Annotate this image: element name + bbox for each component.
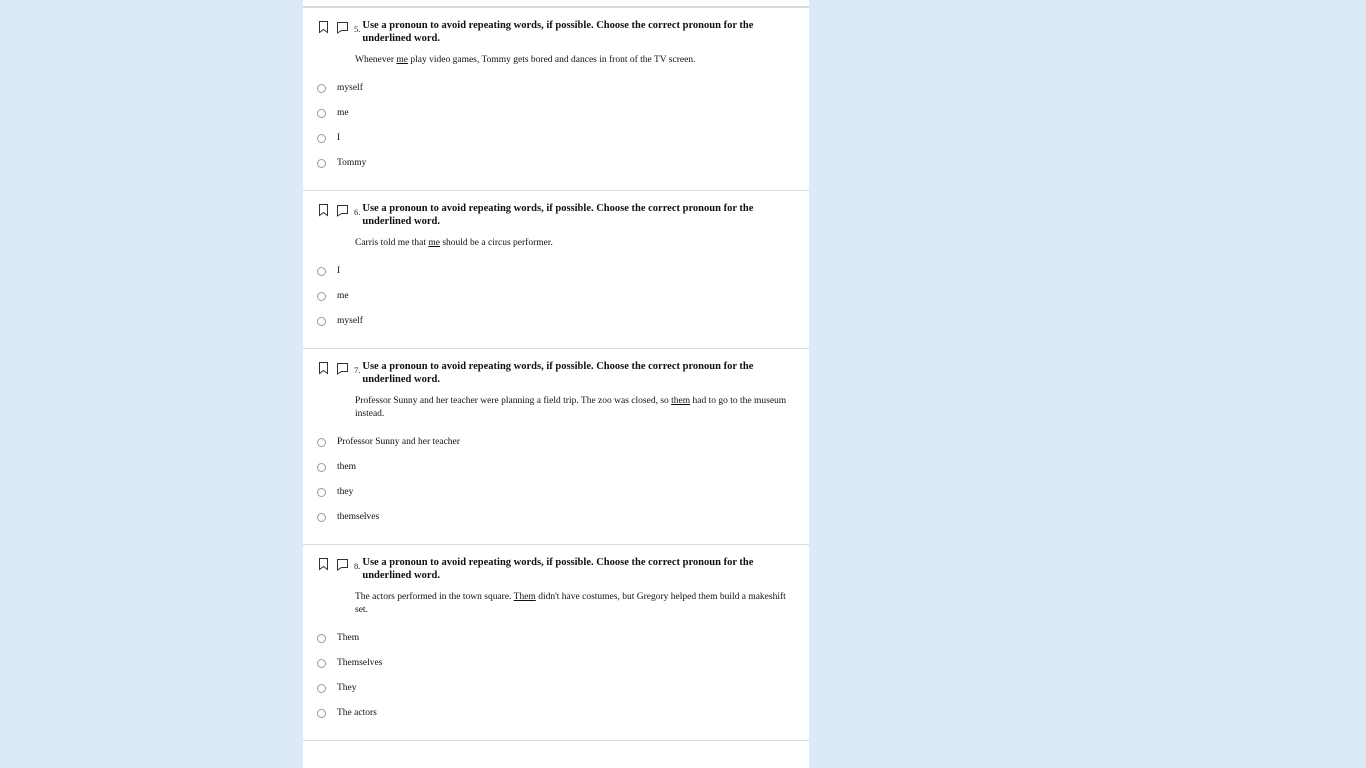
- answer-options: [303, 259, 809, 334]
- question-number: 7.: [354, 365, 361, 376]
- option-label: they: [337, 486, 354, 497]
- option-label: myself: [337, 82, 363, 93]
- question-block: [303, 190, 809, 348]
- option-label: The actors: [337, 707, 377, 718]
- radio-button-icon[interactable]: [317, 488, 326, 497]
- bookmark-icon[interactable]: [317, 557, 330, 571]
- option-label: themselves: [337, 511, 380, 522]
- sentence-underlined-word: me: [428, 238, 440, 249]
- radio-button-icon[interactable]: [317, 709, 326, 718]
- option-label: I: [337, 132, 341, 143]
- answer-option[interactable]: [303, 151, 809, 176]
- radio-button-icon[interactable]: [317, 134, 326, 143]
- question-header: [303, 545, 809, 582]
- bookmark-icon[interactable]: [317, 361, 330, 375]
- radio-button-icon[interactable]: [317, 267, 326, 276]
- question-header: [303, 8, 809, 45]
- option-label: I: [337, 265, 341, 276]
- answer-option[interactable]: [303, 309, 809, 334]
- sentence-underlined-word: them: [671, 396, 691, 407]
- note-icon[interactable]: [336, 361, 349, 375]
- bookmark-icon[interactable]: [317, 20, 330, 34]
- question-header: [303, 349, 809, 386]
- option-label: them: [337, 461, 356, 472]
- question-sentence: [355, 591, 801, 617]
- sentence-underlined-word: me: [396, 55, 409, 66]
- question-block: [303, 7, 809, 190]
- radio-button-icon[interactable]: [317, 513, 326, 522]
- question-sentence: [355, 395, 801, 421]
- sentence-before: Professor Sunny and her teacher were planning a field trip. The zoo was closed, so: [355, 396, 672, 407]
- radio-button-icon[interactable]: [317, 463, 326, 472]
- answer-option[interactable]: [303, 455, 809, 480]
- option-label: me: [337, 107, 349, 118]
- question-block: [303, 544, 809, 740]
- radio-button-icon[interactable]: [317, 684, 326, 693]
- sentence-underlined-word: Them: [513, 592, 536, 603]
- radio-button-icon[interactable]: [317, 634, 326, 643]
- question-sentence: [355, 54, 801, 67]
- sentence-after: should be a circus performer.: [439, 238, 553, 249]
- option-label: Tommy: [337, 157, 367, 168]
- question-number: 5.: [354, 24, 361, 34]
- question-number: 8.: [354, 561, 361, 571]
- sentence-after: didn't have costumes, but Gregory helped them build a makeshift set.: [355, 592, 786, 616]
- next-question-divider: [303, 740, 809, 761]
- option-label: Them: [337, 632, 360, 643]
- radio-button-icon[interactable]: [317, 317, 326, 326]
- answer-options: [303, 76, 809, 176]
- radio-button-icon[interactable]: [317, 659, 326, 668]
- radio-button-icon[interactable]: [317, 438, 326, 447]
- answer-option[interactable]: [303, 480, 809, 505]
- option-label: Themselves: [337, 657, 383, 668]
- radio-button-icon[interactable]: [317, 109, 326, 118]
- note-icon[interactable]: [336, 20, 349, 34]
- question-header: [303, 191, 809, 228]
- question-block: [303, 348, 809, 544]
- answer-option[interactable]: [303, 626, 809, 651]
- option-label: They: [337, 682, 357, 693]
- previous-question-divider: [303, 0, 809, 7]
- sentence-after: play video games, Tommy gets bored and dances in front of the TV screen.: [408, 55, 696, 66]
- option-label: myself: [337, 315, 363, 326]
- option-label: Professor Sunny and her teacher: [337, 436, 460, 447]
- sentence-before: Whenever: [355, 55, 397, 66]
- answer-option[interactable]: [303, 101, 809, 126]
- answer-option[interactable]: [303, 505, 809, 530]
- answer-option[interactable]: [303, 126, 809, 151]
- note-icon[interactable]: [336, 557, 349, 571]
- answer-option[interactable]: [303, 676, 809, 701]
- question-prompt: Use a pronoun to avoid repeating words, if possible. Choose the correct pronoun for the underlined word.: [362, 20, 754, 45]
- radio-button-icon[interactable]: [317, 84, 326, 93]
- sentence-before: The actors performed in the town square.: [355, 592, 514, 603]
- answer-option[interactable]: [303, 651, 809, 676]
- answer-option[interactable]: [303, 259, 809, 284]
- answer-option[interactable]: [303, 430, 809, 455]
- radio-button-icon[interactable]: [317, 292, 326, 301]
- question-prompt: Use a pronoun to avoid repeating words, if possible. Choose the correct pronoun for the underlined word.: [362, 557, 754, 582]
- answer-options: [303, 626, 809, 726]
- sentence-before: Carris told me that: [355, 238, 429, 249]
- sentence-after: had to go to the museum instead.: [355, 396, 787, 420]
- bookmark-icon[interactable]: [317, 203, 330, 217]
- question-prompt: Use a pronoun to avoid repeating words, if possible. Choose the correct pronoun for the underlined word.: [362, 361, 754, 386]
- option-label: me: [337, 290, 349, 301]
- answer-option[interactable]: [303, 701, 809, 726]
- question-prompt: Use a pronoun to avoid repeating words, if possible. Choose the correct pronoun for the underlined word.: [362, 203, 754, 228]
- answer-option[interactable]: [303, 284, 809, 309]
- answer-options: [303, 430, 809, 530]
- question-sentence: [355, 237, 801, 250]
- note-icon[interactable]: [336, 203, 349, 217]
- quiz-sheet: [303, 0, 809, 768]
- question-number: 6.: [354, 207, 361, 218]
- answer-option[interactable]: [303, 76, 809, 101]
- radio-button-icon[interactable]: [317, 159, 326, 168]
